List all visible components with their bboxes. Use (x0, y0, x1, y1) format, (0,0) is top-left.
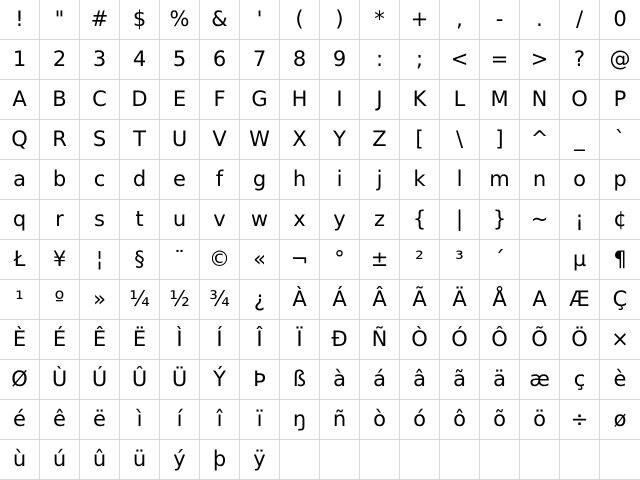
glyph-cell[interactable]: O (560, 80, 600, 120)
glyph-cell[interactable]: ? (560, 40, 600, 80)
glyph-cell[interactable]: ^ (520, 120, 560, 160)
glyph-cell[interactable]: c (80, 160, 120, 200)
glyph-cell[interactable]: ö (520, 400, 560, 440)
glyph-cell[interactable]: ÿ (240, 440, 280, 480)
glyph-cell[interactable]: z (360, 200, 400, 240)
glyph-cell[interactable]: é (0, 400, 40, 440)
glyph-cell[interactable]: Ø (0, 360, 40, 400)
glyph-cell[interactable]: - (480, 0, 520, 40)
glyph-cell[interactable]: Î (240, 320, 280, 360)
glyph-cell[interactable]: J (360, 80, 400, 120)
glyph-cell[interactable]: 7 (240, 40, 280, 80)
glyph-cell[interactable]: Í (200, 320, 240, 360)
glyph-cell[interactable]: ¡ (560, 200, 600, 240)
glyph-cell[interactable]: W (240, 120, 280, 160)
glyph-cell[interactable]: . (520, 0, 560, 40)
glyph-cell[interactable]: X (280, 120, 320, 160)
glyph-cell[interactable]: y (320, 200, 360, 240)
glyph-cell[interactable]: Ò (400, 320, 440, 360)
glyph-cell[interactable]: u (160, 200, 200, 240)
glyph-cell[interactable]: ± (360, 240, 400, 280)
glyph-cell[interactable]: ô (440, 400, 480, 440)
glyph-cell[interactable]: ' (240, 0, 280, 40)
glyph-cell[interactable]: ü (120, 440, 160, 480)
glyph-cell[interactable]: ë (80, 400, 120, 440)
glyph-cell[interactable]: t (120, 200, 160, 240)
glyph-cell[interactable]: T (120, 120, 160, 160)
glyph-cell[interactable]: § (120, 240, 160, 280)
glyph-cell[interactable]: ê (40, 400, 80, 440)
glyph-cell[interactable]: i (320, 160, 360, 200)
glyph-cell[interactable]: \ (440, 120, 480, 160)
glyph-cell[interactable]: / (560, 0, 600, 40)
glyph-cell[interactable]: ( (280, 0, 320, 40)
glyph-cell[interactable]: × (600, 320, 640, 360)
glyph-cell-empty[interactable] (440, 440, 480, 480)
glyph-cell[interactable]: Á (320, 280, 360, 320)
glyph-cell[interactable]: ² (400, 240, 440, 280)
glyph-cell[interactable]: ñ (320, 400, 360, 440)
glyph-cell[interactable]: þ (200, 440, 240, 480)
glyph-cell[interactable]: Ý (200, 360, 240, 400)
glyph-cell[interactable]: E (160, 80, 200, 120)
glyph-cell[interactable]: à (320, 360, 360, 400)
glyph-cell[interactable]: } (480, 200, 520, 240)
glyph-cell[interactable]: a (0, 160, 40, 200)
glyph-cell[interactable]: ¢ (600, 200, 640, 240)
glyph-cell-empty[interactable] (280, 440, 320, 480)
glyph-cell[interactable]: 5 (160, 40, 200, 80)
glyph-cell[interactable]: Ó (440, 320, 480, 360)
glyph-cell[interactable]: ý (160, 440, 200, 480)
glyph-cell[interactable]: Ç (600, 280, 640, 320)
glyph-cell[interactable]: Ł (0, 240, 40, 280)
glyph-cell[interactable]: È (0, 320, 40, 360)
glyph-cell[interactable]: ì (120, 400, 160, 440)
glyph-cell[interactable]: l (440, 160, 480, 200)
glyph-cell[interactable]: Ö (560, 320, 600, 360)
glyph-cell[interactable]: î (200, 400, 240, 440)
glyph-cell[interactable]: µ (560, 240, 600, 280)
glyph-cell[interactable]: ï (240, 400, 280, 440)
glyph-cell-empty[interactable] (520, 240, 560, 280)
glyph-cell[interactable]: j (360, 160, 400, 200)
glyph-cell[interactable]: { (400, 200, 440, 240)
glyph-cell[interactable]: í (160, 400, 200, 440)
glyph-cell[interactable]: d (120, 160, 160, 200)
glyph-cell[interactable]: ) (320, 0, 360, 40)
glyph-cell[interactable]: # (80, 0, 120, 40)
glyph-cell[interactable]: & (200, 0, 240, 40)
glyph-cell[interactable]: ] (480, 120, 520, 160)
glyph-cell[interactable]: U (160, 120, 200, 160)
glyph-cell[interactable]: q (0, 200, 40, 240)
glyph-cell[interactable]: ½ (160, 280, 200, 320)
glyph-cell[interactable]: » (80, 280, 120, 320)
glyph-cell[interactable]: = (480, 40, 520, 80)
glyph-cell[interactable]: 6 (200, 40, 240, 80)
glyph-cell[interactable]: Ì (160, 320, 200, 360)
glyph-cell[interactable]: ã (440, 360, 480, 400)
glyph-cell[interactable]: º (40, 280, 80, 320)
glyph-cell[interactable]: f (200, 160, 240, 200)
glyph-cell[interactable]: ¦ (80, 240, 120, 280)
glyph-cell[interactable]: Y (320, 120, 360, 160)
glyph-cell[interactable]: p (600, 160, 640, 200)
glyph-cell[interactable]: ø (600, 400, 640, 440)
glyph-cell[interactable]: è (600, 360, 640, 400)
glyph-cell[interactable]: ç (560, 360, 600, 400)
glyph-cell[interactable]: Ô (480, 320, 520, 360)
glyph-cell[interactable]: Ê (80, 320, 120, 360)
glyph-cell[interactable]: 0 (600, 0, 640, 40)
glyph-cell[interactable]: ³ (440, 240, 480, 280)
glyph-cell[interactable]: A (0, 80, 40, 120)
glyph-cell[interactable]: | (440, 200, 480, 240)
glyph-cell[interactable]: 4 (120, 40, 160, 80)
glyph-cell[interactable]: Å (480, 280, 520, 320)
glyph-cell[interactable]: 9 (320, 40, 360, 80)
glyph-cell[interactable]: Ä (440, 280, 480, 320)
glyph-cell[interactable]: $ (120, 0, 160, 40)
glyph-cell[interactable]: F (200, 80, 240, 120)
glyph-cell[interactable]: ¹ (0, 280, 40, 320)
glyph-cell[interactable]: : (360, 40, 400, 80)
glyph-cell[interactable]: Þ (240, 360, 280, 400)
glyph-cell[interactable]: æ (520, 360, 560, 400)
glyph-cell[interactable]: ó (400, 400, 440, 440)
glyph-cell[interactable]: Ü (160, 360, 200, 400)
glyph-cell[interactable]: Ú (80, 360, 120, 400)
glyph-cell[interactable]: P (600, 80, 640, 120)
glyph-cell-empty[interactable] (360, 440, 400, 480)
glyph-cell[interactable]: õ (480, 400, 520, 440)
glyph-cell[interactable]: Z (360, 120, 400, 160)
glyph-cell[interactable]: Q (0, 120, 40, 160)
glyph-cell[interactable]: k (400, 160, 440, 200)
glyph-cell-empty[interactable] (320, 440, 360, 480)
glyph-cell[interactable]: G (240, 80, 280, 120)
glyph-cell[interactable]: ò (360, 400, 400, 440)
glyph-cell-empty[interactable] (520, 440, 560, 480)
glyph-cell[interactable]: g (240, 160, 280, 200)
glyph-cell[interactable]: o (560, 160, 600, 200)
glyph-cell[interactable]: e (160, 160, 200, 200)
glyph-cell[interactable]: ¿ (240, 280, 280, 320)
glyph-cell[interactable]: A (520, 280, 560, 320)
glyph-cell[interactable]: B (40, 80, 80, 120)
glyph-cell[interactable]: K (400, 80, 440, 120)
glyph-cell[interactable]: x (280, 200, 320, 240)
glyph-cell[interactable]: _ (560, 120, 600, 160)
glyph-cell[interactable]: ä (480, 360, 520, 400)
glyph-cell[interactable]: " (40, 0, 80, 40)
glyph-cell-empty[interactable] (400, 440, 440, 480)
glyph-cell[interactable]: I (320, 80, 360, 120)
glyph-cell[interactable]: ŋ (280, 400, 320, 440)
glyph-cell[interactable]: « (240, 240, 280, 280)
glyph-cell[interactable]: w (240, 200, 280, 240)
glyph-cell-empty[interactable] (600, 440, 640, 480)
glyph-cell[interactable]: Ë (120, 320, 160, 360)
glyph-cell[interactable]: r (40, 200, 80, 240)
glyph-cell[interactable]: Ï (280, 320, 320, 360)
glyph-cell[interactable]: 3 (80, 40, 120, 80)
glyph-cell[interactable]: L (440, 80, 480, 120)
glyph-cell[interactable]: ¾ (200, 280, 240, 320)
glyph-cell[interactable]: s (80, 200, 120, 240)
glyph-cell[interactable]: 2 (40, 40, 80, 80)
glyph-cell[interactable]: b (40, 160, 80, 200)
glyph-cell[interactable]: N (520, 80, 560, 120)
glyph-cell[interactable]: [ (400, 120, 440, 160)
glyph-cell[interactable]: 1 (0, 40, 40, 80)
glyph-cell[interactable]: v (200, 200, 240, 240)
glyph-cell[interactable]: ß (280, 360, 320, 400)
glyph-cell[interactable]: R (40, 120, 80, 160)
glyph-cell[interactable]: V (200, 120, 240, 160)
glyph-cell[interactable]: ¶ (600, 240, 640, 280)
glyph-cell[interactable]: ´ (480, 240, 520, 280)
glyph-cell[interactable]: ¼ (120, 280, 160, 320)
glyph-cell[interactable]: > (520, 40, 560, 80)
glyph-cell[interactable]: C (80, 80, 120, 120)
glyph-cell[interactable]: Ð (320, 320, 360, 360)
glyph-cell[interactable]: © (200, 240, 240, 280)
glyph-cell[interactable]: * (360, 0, 400, 40)
glyph-cell[interactable]: á (360, 360, 400, 400)
glyph-cell[interactable]: Æ (560, 280, 600, 320)
glyph-cell[interactable]: ` (600, 120, 640, 160)
glyph-cell[interactable]: ¨ (160, 240, 200, 280)
glyph-cell[interactable]: S (80, 120, 120, 160)
glyph-cell[interactable]: M (480, 80, 520, 120)
glyph-cell[interactable]: Ã (400, 280, 440, 320)
glyph-cell[interactable]: h (280, 160, 320, 200)
glyph-cell[interactable]: Û (120, 360, 160, 400)
glyph-cell[interactable]: ; (400, 40, 440, 80)
glyph-cell[interactable]: H (280, 80, 320, 120)
glyph-cell[interactable]: D (120, 80, 160, 120)
glyph-cell[interactable]: n (520, 160, 560, 200)
glyph-cell[interactable]: â (400, 360, 440, 400)
glyph-cell[interactable]: É (40, 320, 80, 360)
glyph-cell[interactable]: ú (40, 440, 80, 480)
glyph-cell[interactable]: ¥ (40, 240, 80, 280)
glyph-cell[interactable]: û (80, 440, 120, 480)
glyph-cell[interactable]: À (280, 280, 320, 320)
glyph-cell[interactable]: m (480, 160, 520, 200)
glyph-cell[interactable]: ¬ (280, 240, 320, 280)
glyph-cell[interactable]: ù (0, 440, 40, 480)
glyph-cell[interactable]: 8 (280, 40, 320, 80)
glyph-cell[interactable]: Ñ (360, 320, 400, 360)
glyph-cell[interactable]: ° (320, 240, 360, 280)
glyph-cell[interactable]: < (440, 40, 480, 80)
glyph-cell[interactable]: ÷ (560, 400, 600, 440)
glyph-cell-empty[interactable] (560, 440, 600, 480)
glyph-cell[interactable]: + (400, 0, 440, 40)
glyph-cell[interactable]: Õ (520, 320, 560, 360)
glyph-cell[interactable]: Â (360, 280, 400, 320)
glyph-cell[interactable]: , (440, 0, 480, 40)
glyph-cell[interactable]: ! (0, 0, 40, 40)
glyph-cell[interactable]: Ù (40, 360, 80, 400)
glyph-cell[interactable]: @ (600, 40, 640, 80)
glyph-cell-empty[interactable] (480, 440, 520, 480)
glyph-cell[interactable]: ~ (520, 200, 560, 240)
glyph-cell[interactable]: % (160, 0, 200, 40)
